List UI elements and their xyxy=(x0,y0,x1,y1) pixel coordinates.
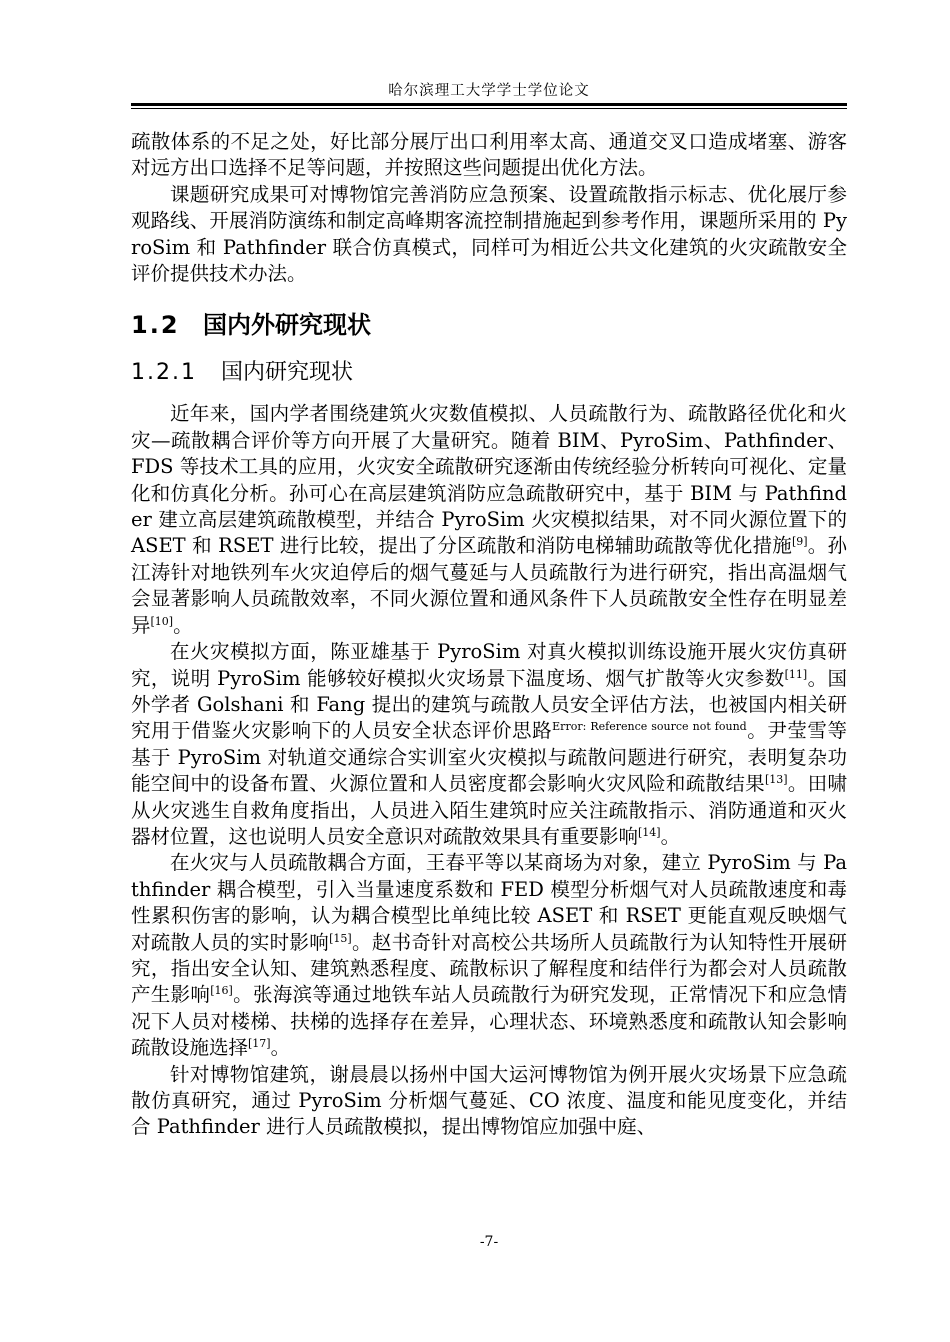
text-run: 。田啸从火灾逃生自救角度指出，人员进入陌生建筑时应关注疏散指示、消防通道和灭火器材位置，这也说明人员安全意识对疏散效果具有重要影响 xyxy=(131,772,847,848)
text-run: 。 xyxy=(173,613,193,637)
paragraph-research-value: 课题研究成果可对博物馆完善消防应急预案、设置疏散指示标志、优化展厅参观路线、开展消防演练和制定高峰期客流控制措施起到参考作用，课题所采用的 PyroSim 和 Pathfinder 联合仿真模式，同样可为相近公共文化建筑的火灾疏散安全评价提供技术办法。 xyxy=(131,182,847,286)
subsection-number: 1.2.1 xyxy=(131,360,197,386)
section-number: 1.2 xyxy=(131,311,180,340)
citation: [15] xyxy=(329,931,352,945)
paragraph-fire-simulation xyxy=(131,639,847,850)
subsection-heading xyxy=(131,351,847,395)
section-title: 国内外研究现状 xyxy=(203,311,371,340)
text-run: 。张海滨等通过地铁车站人员疏散行为研究发现，正常情况下和应急情况下人员对楼梯、扶梯的选择存在差异，心理状态、环境熟悉度和疏散认知会影响疏散设施选择 xyxy=(131,983,847,1060)
text-run: 。孙江涛针对地铁列车火灾迫停后的烟气蔓延与人员疏散行为进行研究，指出高温烟气会显著影响人员疏散效率，不同火源位置和通风条件下人员疏散安全性存在明显差异 xyxy=(131,534,847,637)
header-rule-thick xyxy=(131,103,847,106)
paragraph-continued: 疏散体系的不足之处，好比部分展厅出口利用率太高、通道交叉口造成堵塞、游客对远方出口选择不足等问题，并按照这些问题提出优化方法。 xyxy=(131,130,847,180)
running-header: 哈尔滨理工大学学士学位论文 xyxy=(388,83,590,99)
page-number: -7- xyxy=(479,1234,499,1250)
text-run: 。尹莹雪等基于 PyroSim 对轨道交通综合实训室火灾模拟与疏散问题进行研究，表明复杂功能空间中的设备布置、火源位置和人员密度都会影响火灾风险和疏散结果 xyxy=(131,719,847,796)
header-rule-thin xyxy=(131,108,847,109)
text-run: 在火灾与人员疏散耦合方面，王春平等以某商场为对象，建立 PyroSim 与 Pathfinder 耦合模型，引入当量速度系数和 FED 模型分析烟气对人员疏散速度和毒性累积伤害的影响，认为耦合模型比单纯比较 ASET 和 RSET 更能直观反映烟气对疏散人员的实时影响 xyxy=(131,851,847,954)
text-run: 近年来，国内学者围绕建筑火灾数值模拟、人员疏散行为、疏散路径优化和火灾—疏散耦合评价等方向开展了大量研究。随着 BIM、PyroSim、Pathfinder、FDS 等技术工具的应用，火灾安全疏散研究逐渐由传统经验分析转向可视化、定量化和仿真化分析。孙可心在高层建筑消防应急疏散研究中，基于 BIM 与 Pathfinder 建立高层建筑疏散模型，并结合 PyroSim 火灾模拟结果，对不同火源位置下的 ASET 和 RSET 进行比较，提出了分区疏散和消防电梯辅助疏散等优化措施 xyxy=(131,402,847,558)
text-run: 。国外学者 Golshani 和 Fang 提出的建筑与疏散人员安全评估方法，也被国内相关研究用于借鉴火灾影响下的人员安全状态评价思路 xyxy=(131,666,847,743)
paragraph-coupling xyxy=(131,850,847,1061)
citation: [11] xyxy=(784,667,808,681)
citation: [9] xyxy=(792,535,808,549)
citation: [17] xyxy=(248,1037,271,1051)
page-body xyxy=(131,129,847,1141)
paragraph-museum: 针对博物馆建筑，谢晨晨以扬州中国大运河博物馆为例开展火灾场景下应急疏散仿真研究，通过 PyroSim 分析烟气蔓延、CO 浓度、温度和能见度变化，并结合 Pathfinder 进行人员疏散模拟，提出博物馆应加强中庭、 xyxy=(131,1062,847,1139)
citation: [14] xyxy=(638,825,661,839)
citation: [16] xyxy=(210,984,233,998)
text-run: 。 xyxy=(660,824,681,848)
text-run: 。 xyxy=(270,1036,291,1060)
text-run: 在火灾模拟方面，陈亚雄基于 PyroSim 对真火模拟训练设施开展火灾仿真研究，说明 PyroSim 能够较好模拟火灾场景下温度场、烟气扩散等火灾参数 xyxy=(131,640,847,690)
citation: [13] xyxy=(764,773,788,787)
section-heading xyxy=(131,301,847,349)
citation: [10] xyxy=(150,614,174,628)
paragraph-domestic-overview xyxy=(131,401,847,639)
reference-error: Error: Reference source not found xyxy=(552,720,747,734)
text-run: 。赵书奇针对高校公共场所人员疏散行为认知特性开展研究，指出安全认知、建筑熟悉程度、疏散标识了解程度和结伴行为都会对人员疏散产生影响 xyxy=(131,930,847,1007)
subsection-title: 国内研究现状 xyxy=(221,360,354,386)
